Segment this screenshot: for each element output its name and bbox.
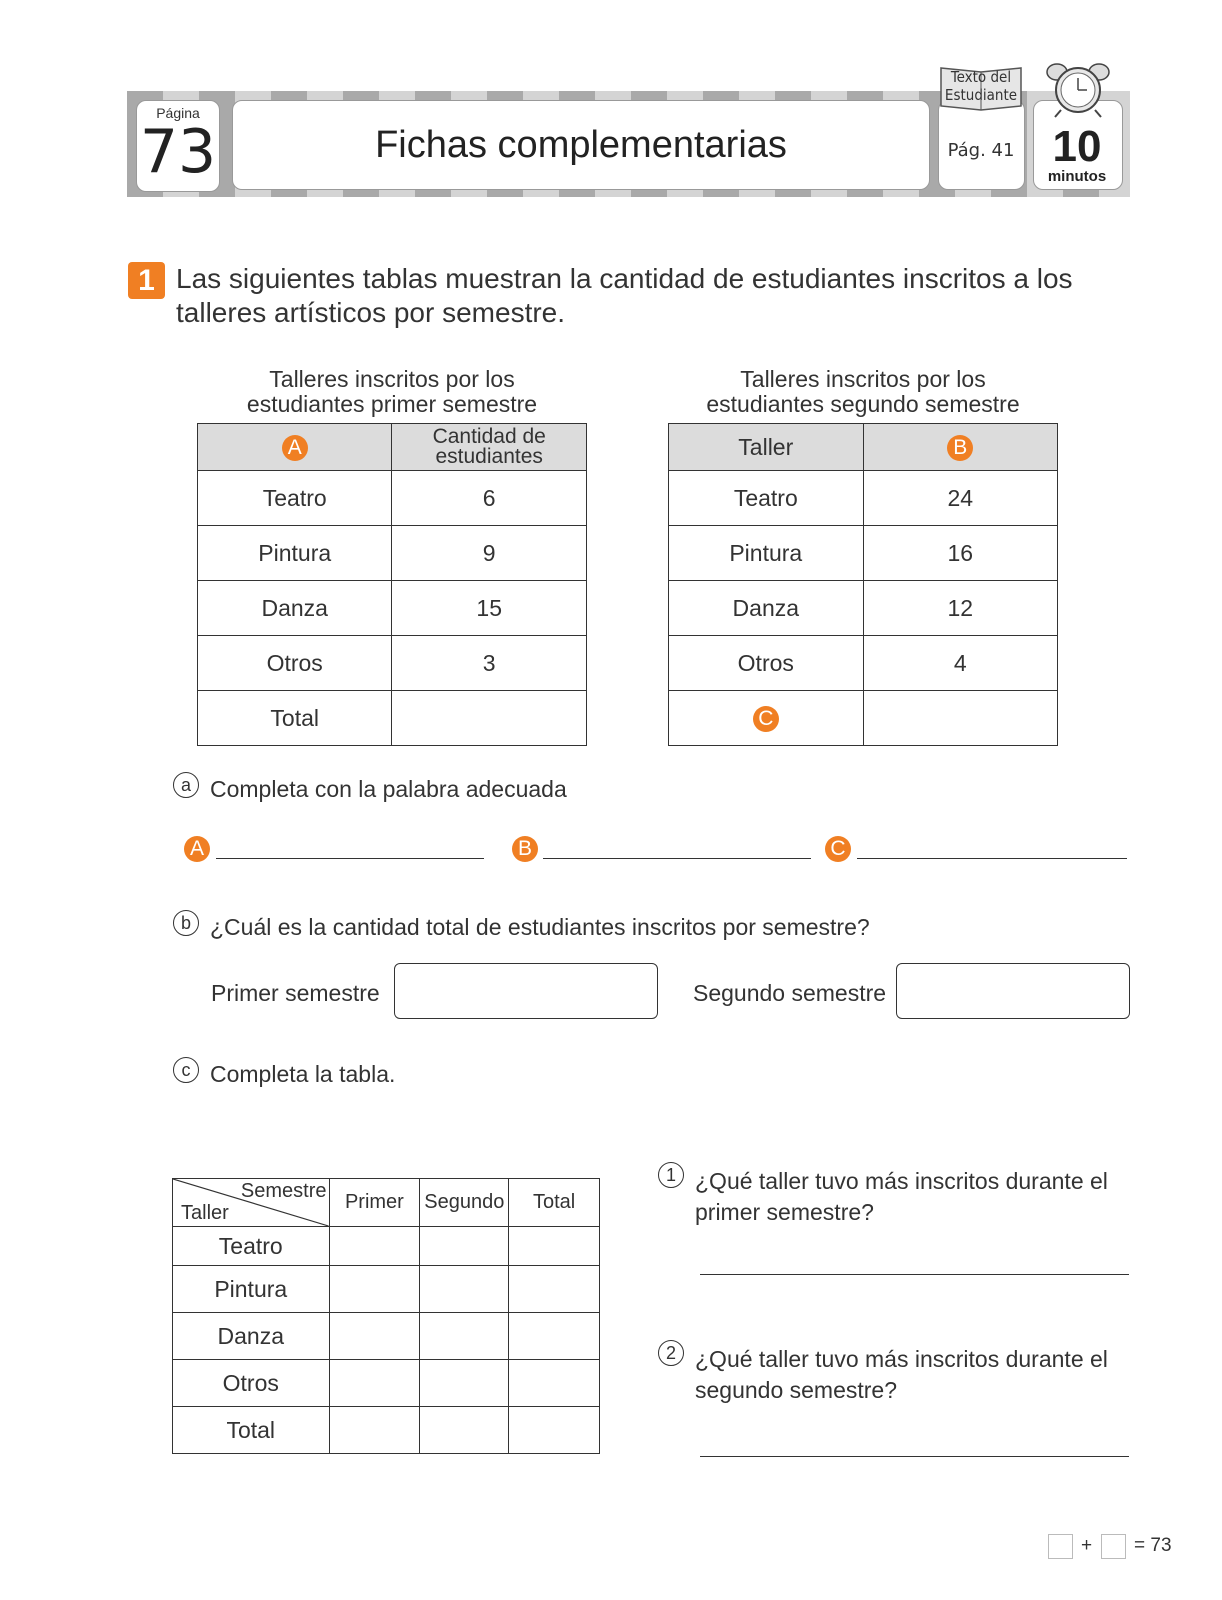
table2-cell-valor: 4 bbox=[863, 636, 1057, 691]
table-row bbox=[669, 526, 1058, 581]
table-row bbox=[198, 471, 587, 526]
summary-input-cell[interactable] bbox=[509, 1313, 600, 1360]
table1-cell-taller: Total bbox=[198, 691, 392, 746]
table2-header-cell: Taller bbox=[669, 424, 864, 471]
summary-row-label: Total bbox=[173, 1407, 330, 1454]
table-row bbox=[173, 1360, 600, 1407]
summary-col-header: Total bbox=[509, 1179, 600, 1227]
table-row bbox=[173, 1266, 600, 1313]
page-title-text: Fichas complementarias bbox=[375, 123, 787, 166]
table1-header-cell bbox=[392, 424, 587, 471]
table1 bbox=[197, 423, 587, 746]
summary-input-cell[interactable] bbox=[420, 1407, 509, 1454]
answer-a-marker-wrap bbox=[184, 836, 210, 862]
summary-input-cell[interactable] bbox=[329, 1407, 420, 1454]
footer-box-1[interactable] bbox=[1048, 1534, 1073, 1559]
textbook-page-ref: Pág. 41 bbox=[947, 140, 1015, 161]
question-1-number: 1 bbox=[658, 1162, 684, 1188]
table2-total-input[interactable] bbox=[863, 691, 1057, 746]
question-1-answer-line[interactable] bbox=[700, 1274, 1129, 1275]
table-row bbox=[173, 1407, 600, 1454]
first-semester-answer-box[interactable] bbox=[394, 963, 658, 1019]
table-row bbox=[173, 1227, 600, 1266]
answer-c-marker-wrap bbox=[825, 836, 851, 862]
question-2-line1: ¿Qué taller tuvo más inscritos durante el bbox=[695, 1346, 1108, 1372]
second-semester-label: Segundo semestre bbox=[693, 980, 887, 1006]
summary-input-cell[interactable] bbox=[509, 1360, 600, 1407]
table-row bbox=[198, 581, 587, 636]
first-semester-label: Primer semestre bbox=[211, 980, 380, 1006]
part-b-letter: b bbox=[173, 910, 199, 936]
table2-cell-marker bbox=[669, 691, 864, 746]
marker-a: A bbox=[282, 435, 308, 461]
part-a-letter-wrap bbox=[173, 772, 199, 798]
minutes-label: minutos bbox=[1047, 168, 1107, 185]
table2-cell-taller: Danza bbox=[669, 581, 864, 636]
summary-row-label: Pintura bbox=[173, 1266, 330, 1313]
answer-a-line[interactable] bbox=[216, 858, 484, 859]
summary-row-label: Teatro bbox=[173, 1227, 330, 1266]
exercise-statement: Las siguientes tablas muestran la cantidad de estudiantes inscritos a los talleres artísticos por semestre. bbox=[176, 263, 1073, 328]
table-row bbox=[198, 526, 587, 581]
summary-header-row bbox=[173, 1179, 600, 1227]
summary-input-cell[interactable] bbox=[420, 1266, 509, 1313]
table1-cell-valor: 6 bbox=[392, 471, 587, 526]
summary-input-cell[interactable] bbox=[509, 1227, 600, 1266]
table2-header-cell bbox=[863, 424, 1057, 471]
footer-equals: = 73 bbox=[1134, 1535, 1172, 1556]
table-row bbox=[669, 691, 1058, 746]
summary-input-cell[interactable] bbox=[420, 1313, 509, 1360]
summary-input-cell[interactable] bbox=[420, 1227, 509, 1266]
summary-input-cell[interactable] bbox=[329, 1266, 420, 1313]
part-c-letter: c bbox=[173, 1057, 199, 1083]
summary-row-label: Danza bbox=[173, 1313, 330, 1360]
summary-input-cell[interactable] bbox=[420, 1360, 509, 1407]
table2-cell-taller: Pintura bbox=[669, 526, 864, 581]
part-b-letter-wrap bbox=[173, 910, 199, 936]
answer-a-marker: A bbox=[184, 836, 210, 862]
table1-header-cell bbox=[198, 424, 392, 471]
summary-input-cell[interactable] bbox=[329, 1360, 420, 1407]
table1-title-line1: Talleres inscritos por los bbox=[269, 366, 515, 392]
question-2-number: 2 bbox=[658, 1340, 684, 1366]
marker-b: B bbox=[947, 435, 973, 461]
table-row bbox=[669, 581, 1058, 636]
summary-row-label: Otros bbox=[173, 1360, 330, 1407]
table2 bbox=[668, 423, 1058, 746]
table1-header-row bbox=[198, 424, 587, 471]
part-c-text: Completa la tabla. bbox=[210, 1061, 396, 1087]
table-row bbox=[669, 471, 1058, 526]
answer-b-marker: B bbox=[512, 836, 538, 862]
alarm-clock-icon bbox=[1045, 60, 1111, 118]
table1-cell-taller: Danza bbox=[198, 581, 392, 636]
answer-c-marker: C bbox=[825, 836, 851, 862]
textbook-label-line1: Texto del bbox=[950, 68, 1012, 86]
page-number-box bbox=[136, 100, 220, 192]
summary-input-cell[interactable] bbox=[329, 1313, 420, 1360]
question-2-line2: segundo semestre? bbox=[695, 1377, 898, 1403]
part-b-text: ¿Cuál es la cantidad total de estudiantes inscritos por semestre? bbox=[210, 914, 870, 940]
table2-header-row bbox=[669, 424, 1058, 471]
table1-header-line1: Cantidad de bbox=[432, 425, 546, 448]
question-2-text bbox=[695, 1344, 1108, 1406]
table-row bbox=[173, 1313, 600, 1360]
table1-cell-valor: 9 bbox=[392, 526, 587, 581]
question-1-text bbox=[695, 1166, 1108, 1228]
page-title bbox=[232, 100, 930, 190]
table1-title-line2: estudiantes primer semestre bbox=[246, 391, 538, 417]
page-number: 73 bbox=[139, 117, 217, 187]
table2-title-line1: Talleres inscritos por los bbox=[740, 366, 986, 392]
summary-input-cell[interactable] bbox=[329, 1227, 420, 1266]
table1-cell-valor: 15 bbox=[392, 581, 587, 636]
table2-cell-valor: 24 bbox=[863, 471, 1057, 526]
summary-corner-cell bbox=[173, 1179, 330, 1227]
summary-input-cell[interactable] bbox=[509, 1266, 600, 1313]
part-a-text: Completa con la palabra adecuada bbox=[210, 776, 567, 802]
summary-input-cell[interactable] bbox=[509, 1407, 600, 1454]
table1-cell-valor: 3 bbox=[392, 636, 587, 691]
table1-cell-taller: Teatro bbox=[198, 471, 392, 526]
table2-cell-valor: 12 bbox=[863, 581, 1057, 636]
table-row bbox=[198, 691, 587, 746]
summary-col-header: Primer bbox=[329, 1179, 420, 1227]
answer-c-line[interactable] bbox=[857, 858, 1127, 859]
corner-bottom-label: Taller bbox=[181, 1202, 229, 1224]
exercise-number: 1 bbox=[128, 262, 165, 299]
question-1-number-wrap bbox=[658, 1162, 684, 1188]
minutes-value: 10 bbox=[1052, 122, 1102, 171]
second-semester-answer-box[interactable] bbox=[896, 963, 1130, 1019]
question-2-number-wrap bbox=[658, 1340, 684, 1366]
answer-b-line[interactable] bbox=[543, 858, 811, 859]
table1-header-line2: estudiantes bbox=[435, 445, 543, 468]
footer-plus: + bbox=[1081, 1535, 1093, 1556]
table2-title-line2: estudiantes segundo semestre bbox=[706, 391, 1020, 417]
answer-b-marker-wrap bbox=[512, 836, 538, 862]
table2-cell-valor: 16 bbox=[863, 526, 1057, 581]
summary-col-header: Segundo bbox=[420, 1179, 509, 1227]
corner-top-label: Semestre bbox=[240, 1180, 327, 1202]
table2-cell-taller: Otros bbox=[669, 636, 864, 691]
page-label: Página bbox=[156, 105, 200, 121]
table-row bbox=[198, 636, 587, 691]
summary-table bbox=[172, 1178, 600, 1454]
table1-cell-taller: Pintura bbox=[198, 526, 392, 581]
question-2-answer-line[interactable] bbox=[700, 1456, 1129, 1457]
table2-title bbox=[668, 367, 1058, 417]
marker-c: C bbox=[753, 706, 779, 732]
question-1-line1: ¿Qué taller tuvo más inscritos durante el bbox=[695, 1168, 1108, 1194]
table1-cell-taller: Otros bbox=[198, 636, 392, 691]
part-a-letter: a bbox=[173, 772, 199, 798]
textbook-label-line2: Estudiante bbox=[944, 86, 1018, 104]
question-1-line2: primer semestre? bbox=[695, 1199, 874, 1225]
footer-box-2[interactable] bbox=[1101, 1534, 1126, 1559]
part-c-letter-wrap bbox=[173, 1057, 199, 1083]
table1-title bbox=[197, 367, 587, 417]
textbook-label bbox=[938, 68, 1024, 104]
table-row bbox=[669, 636, 1058, 691]
table1-total-input[interactable] bbox=[392, 691, 587, 746]
table2-cell-taller: Teatro bbox=[669, 471, 864, 526]
